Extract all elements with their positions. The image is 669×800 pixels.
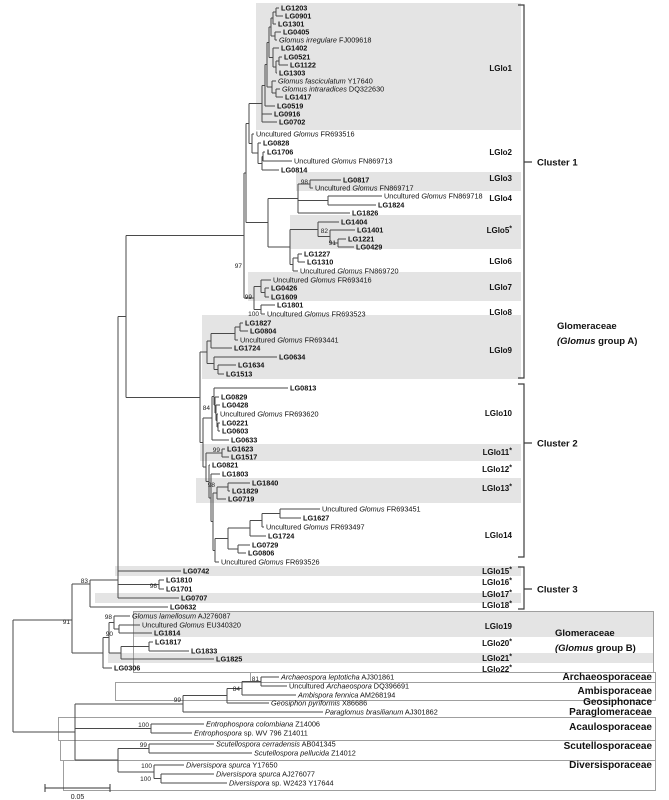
glomeraceae-group-label: (Glomus group B) (555, 643, 636, 654)
bootstrap-value: 99 (244, 294, 252, 301)
taxon-label: LG1303 (279, 68, 306, 78)
taxon-label: LG1825 (216, 654, 243, 664)
family-label: Acaulosporaceae (569, 722, 652, 733)
taxon-label: LG1801 (277, 300, 304, 310)
taxon-label: LG0426 (271, 283, 298, 293)
taxon-label: Uncultured Glomus FR693516 (256, 129, 355, 139)
taxon-label: Uncultured Archaeospora DQ396691 (289, 681, 410, 691)
bootstrap-value: 98 (207, 482, 215, 489)
taxon-label: Entrophospora sp. WV 796 Z14011 (194, 728, 308, 738)
taxon-label: LG1227 (304, 249, 331, 259)
taxon-label: LG0742 (183, 566, 210, 576)
family-name-labels (563, 672, 653, 771)
taxon-label: Uncultured Glomus EU340320 (142, 620, 241, 630)
lglo-label: LGlo4 (489, 194, 512, 203)
bootstrap-value: 82 (320, 228, 328, 235)
lglo-label: LGlo2 (489, 148, 512, 157)
family-label: Archaeosporaceae (562, 672, 652, 683)
cluster-label: Cluster 3 (537, 584, 578, 596)
taxon-label: LG0806 (248, 548, 275, 558)
taxon-label: LG0813 (290, 383, 317, 393)
glomeraceae-group-label: (Glomus group A) (557, 336, 638, 347)
taxon-label: LG1827 (245, 318, 272, 328)
taxon-label: LG1301 (278, 19, 305, 29)
taxon-label: LG1824 (378, 200, 405, 210)
bootstrap-value: 100 (140, 776, 151, 783)
family-label: Geosiphonace (583, 697, 652, 708)
lglo-label: LGlo18* (482, 600, 512, 610)
taxon-label: LG0633 (231, 435, 258, 445)
taxon-label: LG0521 (284, 52, 311, 62)
bootstrap-value: 98 (104, 614, 112, 621)
lglo-label: LGlo11* (482, 447, 512, 457)
taxon-label: LG0702 (279, 117, 306, 127)
family-label: Scutellosporaceae (563, 741, 652, 752)
bootstrap-value: 97 (234, 263, 242, 270)
taxon-label: Diversispora spurca AJ276077 (216, 769, 315, 779)
taxon-label: Glomus lamellosum AJ276087 (132, 611, 231, 621)
taxon-label: LG0405 (283, 27, 310, 37)
taxon-label: LG1817 (155, 637, 182, 647)
bootstrap-value: 100 (138, 722, 149, 729)
taxon-label: LG1826 (352, 208, 379, 218)
glomeraceae-group-label: Glomeraceae (555, 628, 615, 639)
taxon-label: LG0519 (277, 101, 304, 111)
bootstrap-value: 84 (232, 686, 240, 693)
bootstrap-value: 90 (105, 631, 113, 638)
taxon-label: Archaeospora leptoticha AJ301861 (281, 672, 395, 682)
cluster-bracket (518, 384, 532, 557)
lglo-label: LGlo14 (484, 531, 512, 540)
glomeraceae-group-labels (555, 321, 637, 654)
lglo-label: LGlo13* (482, 483, 512, 493)
scale-bar (45, 784, 110, 800)
taxon-label: LG1814 (154, 628, 181, 638)
bootstrap-value: 98 (300, 179, 308, 186)
lglo-label: LGlo10 (484, 409, 512, 418)
taxon-label: Entrophospora colombiana Z14006 (206, 719, 320, 729)
taxon-label: Glomus intraradices DQ322630 (282, 84, 385, 94)
taxon-label: Paraglomus brasilianum AJ301862 (325, 707, 438, 717)
taxon-label: LG0729 (252, 540, 279, 550)
taxon-label: LG1513 (226, 369, 253, 379)
taxon-label: Glomus fasciculatum Y17640 (278, 76, 373, 86)
bootstrap-value: 83 (80, 578, 88, 585)
taxon-label: LG0221 (222, 418, 249, 428)
taxon-label: LG0719 (228, 494, 255, 504)
taxon-label: LG0632 (170, 602, 197, 612)
taxon-label: LG1122 (290, 60, 316, 70)
taxon-label: Uncultured Glomus FN869713 (294, 156, 393, 166)
taxon-label: Geosiphon pyriformis X86686 (271, 698, 368, 708)
taxon-label: Uncultured Glomus FR693416 (273, 275, 372, 285)
taxon-label: Diversispora spurca Y17650 (186, 760, 278, 770)
scale-bar-label: 0.05 (70, 794, 85, 800)
taxon-label: Uncultured Glomus FN869720 (300, 266, 399, 276)
taxon-label: LG1840 (252, 478, 279, 488)
taxon-label: LG1724 (268, 531, 295, 541)
lglo-label: LGlo19 (484, 622, 512, 631)
cluster-label: Cluster 2 (537, 438, 578, 450)
taxon-label: LG1401 (357, 225, 384, 235)
bootstrap-value: 96 (149, 583, 157, 590)
taxon-label: Diversispora sp. W2423 Y17644 (229, 778, 334, 788)
taxon-label: LG0817 (343, 175, 370, 185)
taxon-label: LG0901 (285, 11, 312, 21)
taxon-label: LG1803 (222, 469, 249, 479)
bootstrap-value: 91 (328, 240, 336, 247)
taxon-label: LG0707 (181, 593, 208, 603)
bootstrap-value: 100 (248, 311, 259, 318)
taxon-label: Uncultured Glomus FN869717 (315, 183, 414, 193)
taxon-label: LG0916 (274, 109, 301, 119)
lglo-label: LGlo9 (489, 346, 512, 355)
cluster-label: Cluster 1 (537, 157, 578, 169)
taxon-label: LG1627 (303, 513, 330, 523)
taxon-label: Uncultured Glomus FR693620 (220, 409, 319, 419)
taxon-label: LG1833 (191, 646, 218, 656)
shaded-group-bands (95, 3, 653, 663)
taxon-label: LG0804 (250, 326, 277, 336)
lglo-label: LGlo8 (489, 308, 512, 317)
taxon-label: Uncultured Glomus FR693526 (221, 557, 320, 567)
taxon-label: LG1810 (166, 575, 193, 585)
lglo-label: LGlo21* (482, 653, 512, 663)
lglo-label: LGlo15* (482, 566, 512, 576)
taxon-label: Ambispora fennica AM268194 (298, 690, 396, 700)
taxon-label: LG1310 (307, 257, 334, 267)
lglo-label: LGlo6 (489, 257, 512, 266)
bootstrap-value: 99 (139, 742, 147, 749)
family-label: Diversisporaceae (569, 760, 652, 771)
taxon-label: LG1609 (271, 292, 298, 302)
bootstrap-value: 84 (202, 405, 210, 412)
taxon-label: LG0306 (114, 663, 141, 673)
taxon-label: LG0814 (281, 165, 308, 175)
taxon-label: Uncultured Glomus FR693497 (266, 522, 365, 532)
taxon-label: LG1517 (231, 452, 258, 462)
taxon-label: Uncultured Glomus FR693523 (267, 309, 366, 319)
lglo-label: LGlo17* (482, 589, 512, 599)
bootstrap-value: 100 (141, 763, 152, 770)
taxon-label: LG0828 (263, 138, 290, 148)
taxon-label: LG0429 (356, 242, 383, 252)
shaded-band (108, 653, 653, 663)
taxon-label: LG0428 (222, 400, 249, 410)
taxon-label: Scutellospora cerradensis AB041345 (216, 739, 336, 749)
family-label: Ambisporaceae (577, 686, 652, 697)
lglo-label: LGlo16* (482, 577, 512, 587)
lglo-label: LGlo22* (482, 664, 512, 674)
family-box (64, 761, 656, 791)
lglo-label: LGlo5* (486, 225, 512, 235)
bootstrap-value: 99 (173, 697, 181, 704)
taxon-label: Uncultured Glomus FR693441 (240, 335, 339, 345)
lglo-label: LGlo12* (482, 464, 512, 474)
lglo-label: LGlo7 (489, 283, 512, 292)
taxon-label: LG1724 (234, 343, 261, 353)
taxon-label: Glomus irregulare FJ009618 (279, 35, 372, 45)
lglo-label: LGlo1 (489, 64, 512, 73)
taxon-label: LG1634 (238, 360, 265, 370)
taxon-label: LG1402 (281, 43, 308, 53)
glomeraceae-group-label: Glomeraceae (557, 321, 617, 332)
taxon-label: Scutellospora pellucida Z14012 (254, 748, 356, 758)
bootstrap-value: 81 (251, 676, 259, 683)
taxon-label: LG0829 (221, 392, 248, 402)
taxon-label: LG1706 (267, 147, 294, 157)
lglo-label: LGlo3 (489, 174, 512, 183)
taxon-label: LG1701 (166, 584, 193, 594)
cluster-brackets (518, 5, 578, 609)
family-label: Paraglomeraceae (569, 707, 652, 718)
taxon-label: LG1417 (285, 92, 312, 102)
taxon-label: LG1404 (341, 217, 368, 227)
taxon-label: LG0634 (279, 352, 306, 362)
taxon-label: LG1203 (281, 3, 308, 13)
taxon-label: Uncultured Glomus FR693451 (322, 504, 421, 514)
taxon-label: LG0603 (222, 426, 249, 436)
bootstrap-value: 91 (62, 619, 70, 626)
taxon-label: LG1221 (348, 234, 375, 244)
lglo-label: LGlo20* (482, 638, 512, 648)
taxon-label: LG1623 (227, 444, 254, 454)
taxon-label: LG0821 (212, 460, 239, 470)
taxon-label: Uncultured Glomus FN869718 (384, 191, 483, 201)
bootstrap-value: 99 (212, 447, 220, 454)
taxon-label: LG1829 (232, 486, 259, 496)
